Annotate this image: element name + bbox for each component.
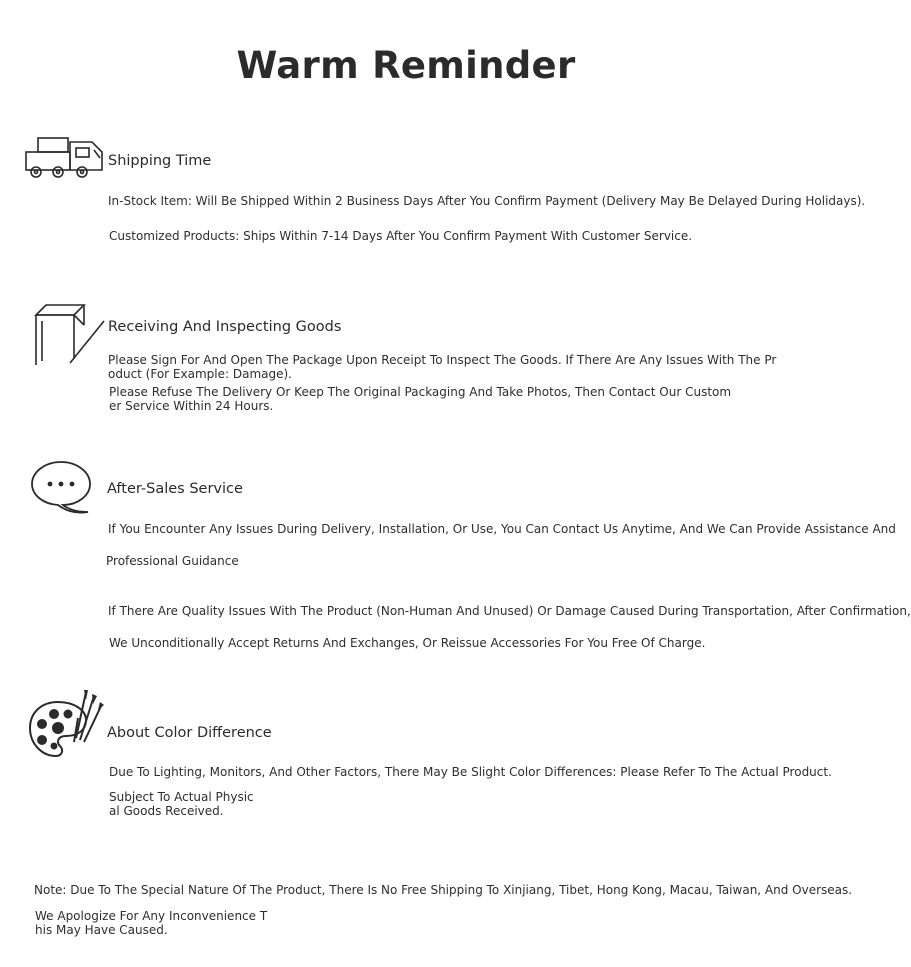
after-sales-returns-text: We Unconditionally Accept Returns And Exchanges, Or Reissue Accessories For You Free Of Charge. bbox=[109, 636, 706, 650]
page-title: Warm Reminder bbox=[236, 44, 576, 87]
after-sales-guidance-text: Professional Guidance bbox=[106, 554, 239, 568]
section-heading-shipping: Shipping Time bbox=[108, 153, 212, 169]
shipping-customized-text: Customized Products: Ships Within 7-14 Days After You Confirm Payment With Customer Service. bbox=[109, 229, 693, 243]
after-sales-contact-text: If You Encounter Any Issues During Delivery, Installation, Or Use, You Can Contact Us Anytime, And We Can Provide Assistance And bbox=[108, 522, 896, 536]
section-heading-after-sales: After-Sales Service bbox=[107, 481, 243, 497]
color-subject-text: Subject To Actual Physical Goods Received. bbox=[109, 790, 254, 818]
note-apology-text: We Apologize For Any Inconvenience This May Have Caused. bbox=[35, 909, 268, 937]
note-shipping-text: Note: Due To The Special Nature Of The Product, There Is No Free Shipping To Xinjiang, Tibet, Hong Kong, Macau, Taiwan, And Overseas. bbox=[34, 883, 853, 897]
section-heading-color: About Color Difference bbox=[107, 725, 272, 741]
color-difference-text: Due To Lighting, Monitors, And Other Factors, There May Be Slight Color Differences: Please Refer To The Actual Product. bbox=[109, 765, 832, 779]
receiving-sign-text: Please Sign For And Open The Package Upon Receipt To Inspect The Goods. If There Are Any Issues With The Product (For Example: Damage). bbox=[108, 353, 777, 381]
shipping-instock-text: In-Stock Item: Will Be Shipped Within 2 Business Days After You Confirm Payment (Delivery May Be Delayed During Holidays). bbox=[108, 194, 866, 208]
paint-palette-icon bbox=[28, 688, 106, 760]
truck-icon bbox=[24, 136, 106, 182]
chat-bubble-icon bbox=[30, 460, 94, 516]
box-icon bbox=[30, 303, 106, 369]
receiving-refuse-text: Please Refuse The Delivery Or Keep The Original Packaging And Take Photos, Then Contact Our Customer Service Within 24 Hours. bbox=[109, 385, 732, 413]
section-heading-receiving: Receiving And Inspecting Goods bbox=[108, 319, 342, 335]
after-sales-quality-text: If There Are Quality Issues With The Product (Non-Human And Unused) Or Damage Caused During Transportation, After Confirmation, bbox=[108, 604, 911, 618]
